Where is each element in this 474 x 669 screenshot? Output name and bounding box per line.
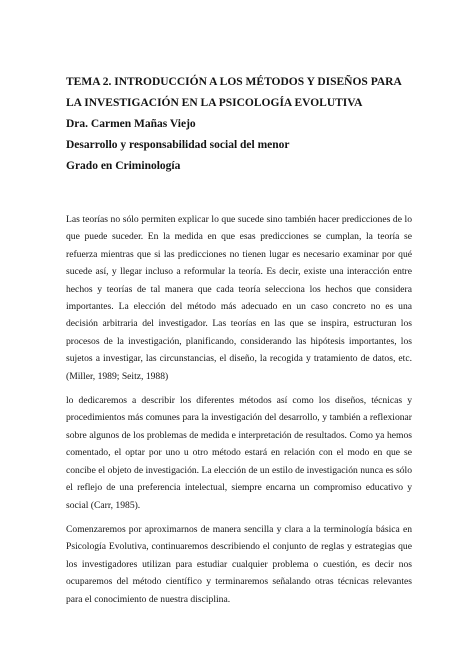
document-body	[66, 211, 412, 615]
paragraph: Las teorías no sólo permiten explicar lo que sucede sino también hacer predicciones de lo que puede suceder. En la medida en que esas predicciones se cumplan, la teoría se refuerza mientras que si las predicciones no tienen lugar es necesario examinar por qué sucede así, y llegar incluso a reformular la teoría. Es decir, existe una interacción entre hechos y teorías de tal manera que cada teoría selecciona los hechos que considera importantes. La elección del método más adecuado en un caso concreto no es una decisión arbitraria del investigador. Las teorías en las que se inspira, estructuran los procesos de la investigación, planificando, considerando las hipótesis importantes, los sujetos a investigar, las circunstancias, el diseño, la recogida y tratamiento de datos, etc.(Miller, 1989; Seitz, 1988)	[66, 214, 412, 382]
title-line-1: TEMA 2. INTRODUCCIÓN A LOS MÉTODOS Y DISEÑOS PARA	[66, 76, 402, 88]
author-name: Dra. Carmen Mañas Viejo	[66, 118, 196, 130]
title-line-2: LA INVESTIGACIÓN EN LA PSICOLOGÍA EVOLUTIVA	[66, 97, 363, 109]
degree-name: Grado en Criminología	[66, 160, 181, 172]
paragraph: lo dedicaremos a describir los diferentes métodos así como los diseños, técnicas y procedimientos más comunes para la investigación del desarrollo, y también a reflexionar sobre algunos de los problemas de medida e interpretación de resultados. Como ya hemos comentado, el optar por uno u otro método estará en relación con el modo en que se concibe el objeto de investigación. La elección de un estilo de investigación nunca es sólo el reflejo de una preferencia intelectual, siempre encarna un compromiso educativo y social (Carr, 1985).	[66, 395, 412, 511]
document-header	[66, 72, 416, 177]
paragraph: Comenzaremos por aproximarnos de manera sencilla y clara a la terminología básica en Psicología Evolutiva, continuaremos describiendo el conjunto de reglas y estrategias que los investigadores utilizan para estudiar cualquier problema o cuestión, es decir nos ocuparemos del método científico y terminaremos señalando otras técnicas relevantes para el conocimiento de nuestra disciplina.	[66, 523, 412, 605]
subject-name: Desarrollo y responsabilidad social del menor	[66, 139, 290, 151]
